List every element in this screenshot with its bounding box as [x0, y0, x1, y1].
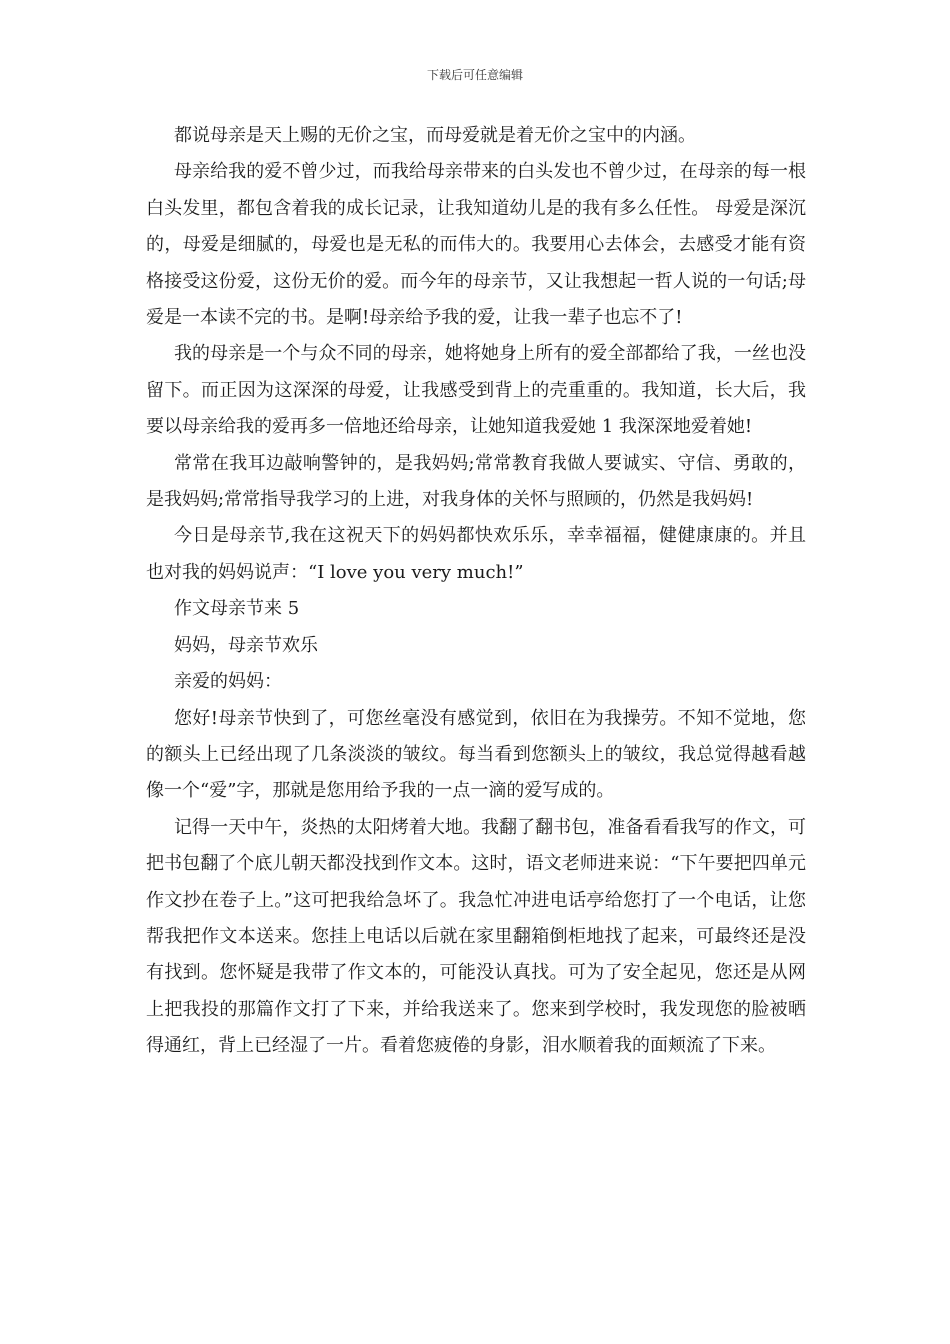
paragraph: 我的母亲是一个与众不同的母亲，她将她身上所有的爱全部都给了我，一丝也没留下。而正因为这深深的母爱，让我感受到背上的壳重重的。我知道，长大后，我要以母亲给我的爱再多一倍地还给母亲，让她知道我爱她 1 我深深地爱着她! [146, 343, 806, 438]
letter-salutation: 亲爱的妈妈： [174, 671, 282, 693]
document-body [146, 118, 806, 1065]
paragraph: 都说母亲是天上赐的无价之宝，而母爱就是着无价之宝中的内涵。 [174, 125, 696, 146]
section-title: 作文母亲节来 5 [174, 598, 300, 620]
paragraph: 您好!母亲节快到了，可您丝毫没有感觉到，依旧在为我操劳。不知不觉地，您的额头上已经出现了几条淡淡的皱纹。每当看到您额头上的皱纹，我总觉得越看越像一个“爱”字，那就是您用给予我的一点一滴的爱写成的。 [146, 707, 806, 802]
paragraph: 常常在我耳边敲响警钟的，是我妈妈;常常教育我做人要诚实、守信、勇敢的，是我妈妈;常常指导我学习的上进，对我身体的关怀与照顾的，仍然是我妈妈! [146, 452, 806, 511]
paragraph: 记得一天中午，炎热的太阳烤着大地。我翻了翻书包，准备看看我写的作文，可把书包翻了个底儿朝天都没找到作文本。这时，语文老师进来说：“下午要把四单元作文抄在卷子上。”这可把我给急坏了。我急忙冲进电话亭给您打了一个电话，让您帮我把作文本送来。您挂上电话以后就在家里翻箱倒柜地找了起来，可最终还是没有找到。您怀疑是我带了作文本的，可能没认真找。可为了安全起见，您还是从网上把我投的那篇作文打了下来，并给我送来了。您来到学校时，我发现您的脸被晒得通红，背上已经湿了一片。看着您疲倦的身影，泪水顺着我的面颊流了下来。 [146, 816, 806, 1057]
letter-title: 妈妈，母亲节欢乐 [174, 634, 318, 656]
paragraph: 母亲给我的爱不曾少过，而我给母亲带来的白头发也不曾少过，在母亲的每一根白头发里，都包含着我的成长记录，让我知道幼儿是的我有多么任性。 母爱是深沉的，母爱是细腻的，母爱也是无私的而伟大的。我要用心去体会，去感受才能有资格接受这份爱，这份无价的爱。而今年的母亲节，又让我想起一哲人说的一句话;母爱是一本读不完的书。是啊!母亲给予我的爱，让我一辈子也忘不了! [146, 161, 806, 329]
paragraph: 今日是母亲节,我在这祝天下的妈妈都快欢乐乐，幸幸福福，健健康康的。并且也对我的妈妈说声：“I love you very much!” [146, 525, 806, 583]
page-header: 下载后可任意编辑 [426, 68, 523, 82]
